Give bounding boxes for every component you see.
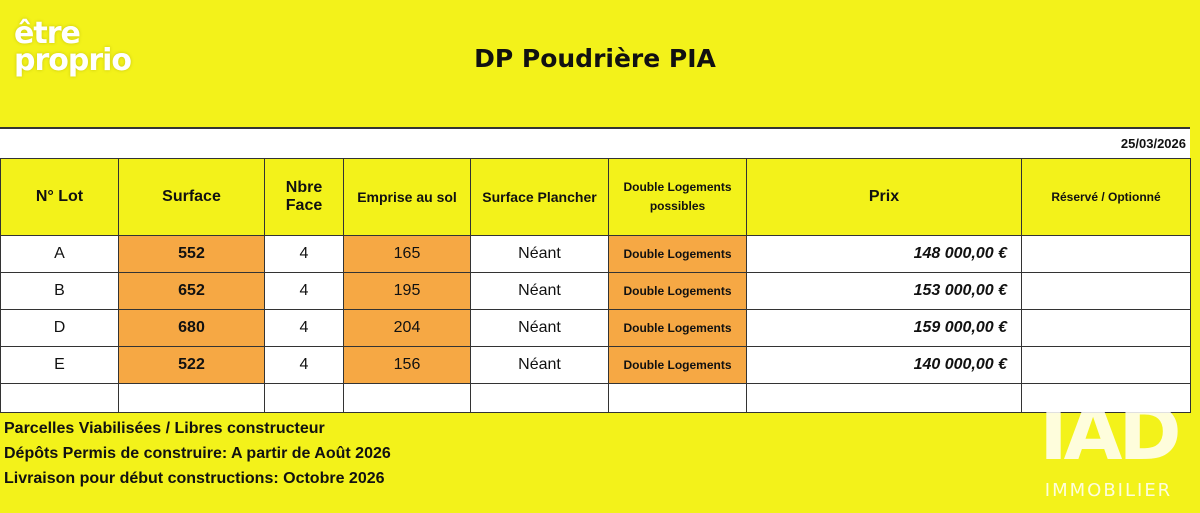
cell-lot: E — [1, 347, 119, 384]
cell-emprise: 165 — [344, 236, 471, 273]
watermark-mark: IAD — [1039, 388, 1178, 477]
header-double-line-2: possibles — [649, 199, 706, 213]
cell-prix: 148 000,00 € — [747, 236, 1022, 273]
table-header-row — [1, 159, 1191, 236]
cell-plancher: Néant — [471, 347, 609, 384]
cell-face: 4 — [265, 273, 344, 310]
header-emprise: Emprise au sol — [344, 159, 471, 236]
table-row — [1, 347, 1191, 384]
cell-lot: B — [1, 273, 119, 310]
table-row — [1, 310, 1191, 347]
cell-reserve — [1022, 273, 1191, 310]
cell-emprise: 204 — [344, 310, 471, 347]
header-surface: Surface — [119, 159, 265, 236]
cell-plancher: Néant — [471, 273, 609, 310]
date-bar — [0, 127, 1190, 160]
header-prix: Prix — [747, 159, 1022, 236]
cell-empty — [344, 384, 471, 413]
cell-surface: 652 — [119, 273, 265, 310]
page-title: DP Poudrière PIA — [474, 44, 716, 73]
cell-double: Double Logements — [609, 310, 747, 347]
cell-double: Double Logements — [609, 236, 747, 273]
header-reserve: Réservé / Optionné — [1022, 159, 1191, 236]
cell-prix: 140 000,00 € — [747, 347, 1022, 384]
header-lot: N° Lot — [1, 159, 119, 236]
table-row — [1, 236, 1191, 273]
iad-watermark — [1021, 386, 1196, 513]
header-double-line-1: Double Logements — [623, 180, 732, 194]
watermark-sub: IMMOBILIER — [1044, 480, 1173, 501]
header-double — [609, 159, 747, 236]
cell-empty — [747, 384, 1022, 413]
cell-empty — [119, 384, 265, 413]
note-line: Parcelles Viabilisées / Libres constructeur — [4, 420, 325, 437]
cell-emprise: 195 — [344, 273, 471, 310]
notes — [4, 416, 391, 491]
cell-emprise: 156 — [344, 347, 471, 384]
note-line: Dépôts Permis de construire: A partir de Août 2026 — [4, 445, 391, 462]
cell-face: 4 — [265, 347, 344, 384]
cell-plancher: Néant — [471, 236, 609, 273]
cell-empty — [1, 384, 119, 413]
cell-reserve — [1022, 347, 1191, 384]
header-face — [265, 159, 344, 236]
header-plancher: Surface Plancher — [471, 159, 609, 236]
cell-surface: 522 — [119, 347, 265, 384]
lots-table — [0, 158, 1191, 413]
document-date: 25/03/2026 — [1120, 136, 1186, 151]
table-row — [1, 273, 1191, 310]
cell-empty — [265, 384, 344, 413]
cell-reserve — [1022, 236, 1191, 273]
cell-prix: 153 000,00 € — [747, 273, 1022, 310]
cell-surface: 552 — [119, 236, 265, 273]
header-face-line-1: Nbre — [285, 179, 323, 196]
logo-line-2: proprio — [14, 43, 132, 78]
cell-lot: D — [1, 310, 119, 347]
cell-prix: 159 000,00 € — [747, 310, 1022, 347]
cell-empty — [471, 384, 609, 413]
cell-lot: A — [1, 236, 119, 273]
cell-empty — [609, 384, 747, 413]
logo-line-1: être — [14, 16, 80, 51]
note-line: Livraison pour début constructions: Octobre 2026 — [4, 470, 385, 487]
table-row-empty — [1, 384, 1191, 413]
cell-surface: 680 — [119, 310, 265, 347]
cell-double: Double Logements — [609, 347, 747, 384]
cell-face: 4 — [265, 310, 344, 347]
header-face-line-2: Face — [285, 197, 323, 214]
cell-double: Double Logements — [609, 273, 747, 310]
cell-face: 4 — [265, 236, 344, 273]
cell-reserve — [1022, 310, 1191, 347]
cell-plancher: Néant — [471, 310, 609, 347]
